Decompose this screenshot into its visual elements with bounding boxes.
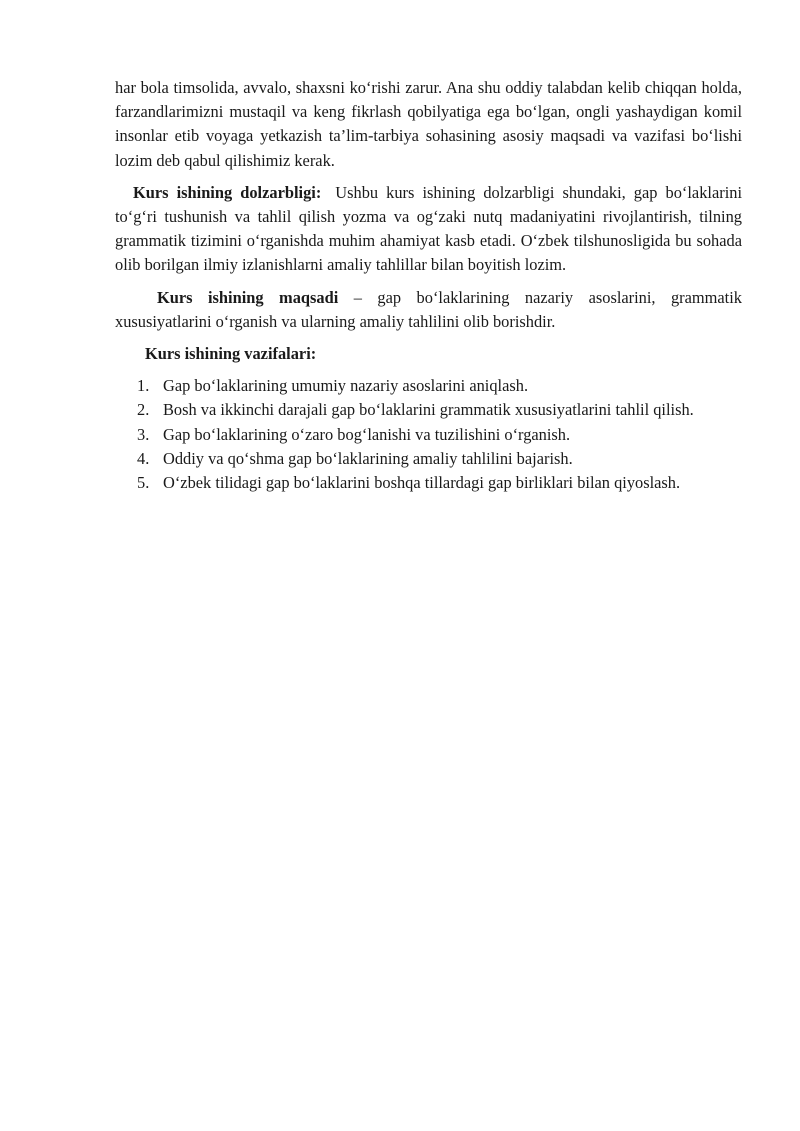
page-content [115,76,742,495]
list-item-number: 3. [137,424,150,444]
list-item [115,374,742,398]
list-item-number: 2. [137,400,150,420]
list-item-text: Gap bo‘laklarining o‘zaro bog‘lanishi va tuzilishini o‘rganish. [163,424,571,444]
maqsad-paragraph [115,286,742,334]
dolzarblik-label: Kurs ishining dolzarbligi: [133,182,322,202]
dolzarblik-paragraph [115,181,742,278]
list-item-text: Bosh va ikkinchi darajali gap bo‘laklarini grammatik xususiyatlarini tahlil qilish. [163,400,694,420]
dolzarblik-text: Ushbu kurs ishining dolzarbligi shundaki, gap bo‘laklarini to‘g‘ri tushunish va tahlil qilish yozma va og‘zaki nutq madaniyatini rivojlantirish, tilning grammatik tizimini o‘rganishda muhim ahamiyat kasb etadi. O‘zbek tilshunosligida bu sohada olib borilgan ilmiy izlanishlarni amaliy tahlillar bilan boyitish lozim. [115,182,742,275]
intro-paragraph: har bola timsolida, avvalo, shaxsni ko‘rishi zarur. Ana shu oddiy talabdan kelib chiqqan holda, farzandlarimizni mustaqil va keng fikrlash qobilyatiga ega bo‘lgan, ongli yashaydigan komil insonlar etib voyaga yetkazish ta’lim-tarbiya sohasining asosiy maqsadi va vazifasi bo‘lishi lozim deb qabul qilishimiz kerak. [115,78,742,170]
maqsad-label: Kurs ishining maqsadi [157,287,339,307]
list-item-number: 4. [137,448,150,468]
list-item [115,398,742,422]
maqsad-text: – gap bo‘laklarining nazariy asoslarini, grammatik xususiyatlarini o‘rganish va ularning amaliy tahlilini olib borishdir. [115,287,742,331]
list-item [115,447,742,471]
list-item-number: 5. [137,473,150,493]
list-item [115,471,742,495]
list-item [115,423,742,447]
vazifalar-heading: Kurs ishining vazifalari: [145,344,317,364]
list-item-number: 1. [137,376,150,396]
list-item-text: Oddiy va qo‘shma gap bo‘laklarining amaliy tahlilini bajarish. [163,448,573,468]
list-item-text: Gap bo‘laklarining umumiy nazariy asoslarini aniqlash. [163,376,529,396]
vazifalar-list [115,374,742,495]
list-item-text: O‘zbek tilidagi gap bo‘laklarini boshqa tillardagi gap birliklari bilan qiyoslash. [163,473,681,493]
